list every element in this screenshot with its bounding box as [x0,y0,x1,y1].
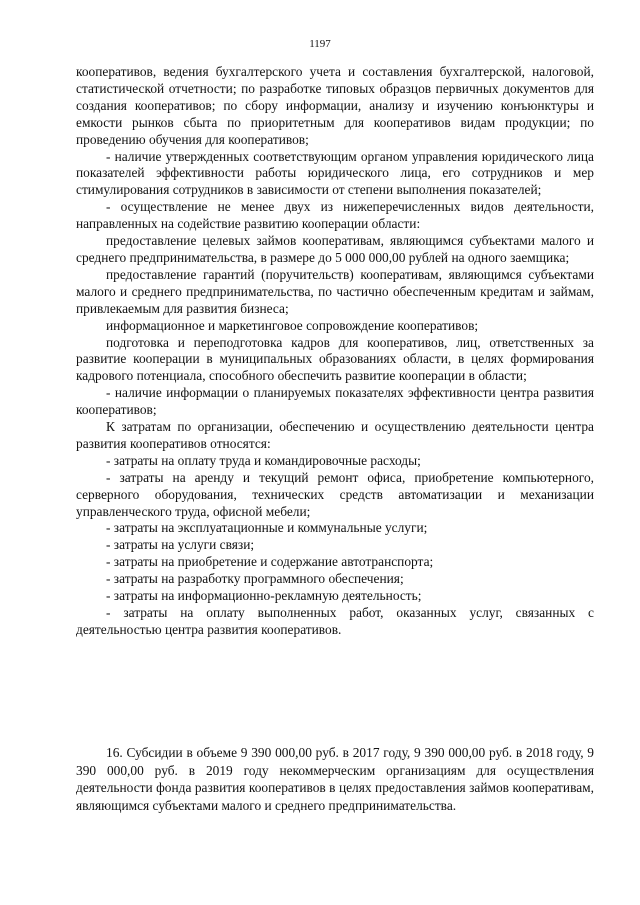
list-item: - затраты на услуги связи; [106,537,255,553]
paragraph: подготовка и переподготовка кадров для кооперативов, лиц, ответственных за развитие кооперации в муниципальных образованиях области, в целях формирования кадрового потенциала, способного обеспечить развитие кооперации в области; [76,334,594,384]
section-16-paragraph: 16. Субсидии в объеме 9 390 000,00 руб. в 2017 году, 9 390 000,00 руб. в 2018 году, 9 390 000,00 руб. в 2019 году некоммерческим организациям для осуществления деятельности фонда развития кооперативов в целях предоставления займов кооперативам, являющимся субъектами малого и среднего предпринимательства. [76,745,594,813]
paragraph: информационное и маркетинговое сопровождение кооперативов; [106,317,479,333]
page-number: 1197 [309,38,331,50]
paragraph: предоставление целевых займов кооперативам, являющимся субъектами малого и среднего предпринимательства, в размере до 5 000 000,00 рублей на одного заемщика; [76,233,594,265]
paragraph: - наличие информации о планируемых показателях эффективности центра развития кооперативов; [76,385,594,418]
paragraph: - осуществление не менее двух из нижеперечисленных видов деятельности, направленных на содействие развитию кооперации области: [76,199,594,232]
paragraph: кооперативов, ведения бухгалтерского учета и составления бухгалтерской, налоговой, статистической отчетности; по разработке типовых образцов первичных документов для создания кооперативов; по сбору информации, анализу и изучению конъюнктуры и емкости рынков сбыта по приоритетным для кооперативов видам продукции; по проведению обучения для кооперативов; [76,64,594,147]
paragraph: предоставление гарантий (поручительств) кооперативам, являющимся субъектами малого и среднего предпринимательства, по частично обеспеченным кредитам и займам, привлекаемым для развития бизнеса; [76,266,594,316]
paragraph: К затратам по организации, обеспечению и осуществлению деятельности центра развития кооперативов относятся: [76,419,594,451]
paragraph: - наличие утвержденных соответствующим органом управления юридического лица показателей эффективности работы юридического лица, его сотрудников и мер стимулирования сотрудников в зависимости от степени выполнения показателей; [76,148,594,198]
list-item: - затраты на информационно-рекламную деятельность; [106,588,422,604]
list-item: - затраты на оплату выполненных работ, оказанных услуг, связанных с деятельностью центра развития кооперативов. [76,605,594,637]
list-item: - затраты на разработку программного обеспечения; [106,571,404,587]
list-item: - затраты на приобретение и содержание автотранспорта; [106,554,434,570]
section-16 [76,744,594,814]
list-item: - затраты на оплату труда и командировочные расходы; [106,452,421,468]
list-item: - затраты на аренду и текущий ремонт офиса, приобретение компьютерного, серверного оборудования, технических средств автоматизации и механизации управленческого труда, офисной мебели; [76,469,594,519]
list-item: - затраты на эксплуатационные и коммунальные услуги; [106,520,428,536]
body-text [76,64,594,639]
